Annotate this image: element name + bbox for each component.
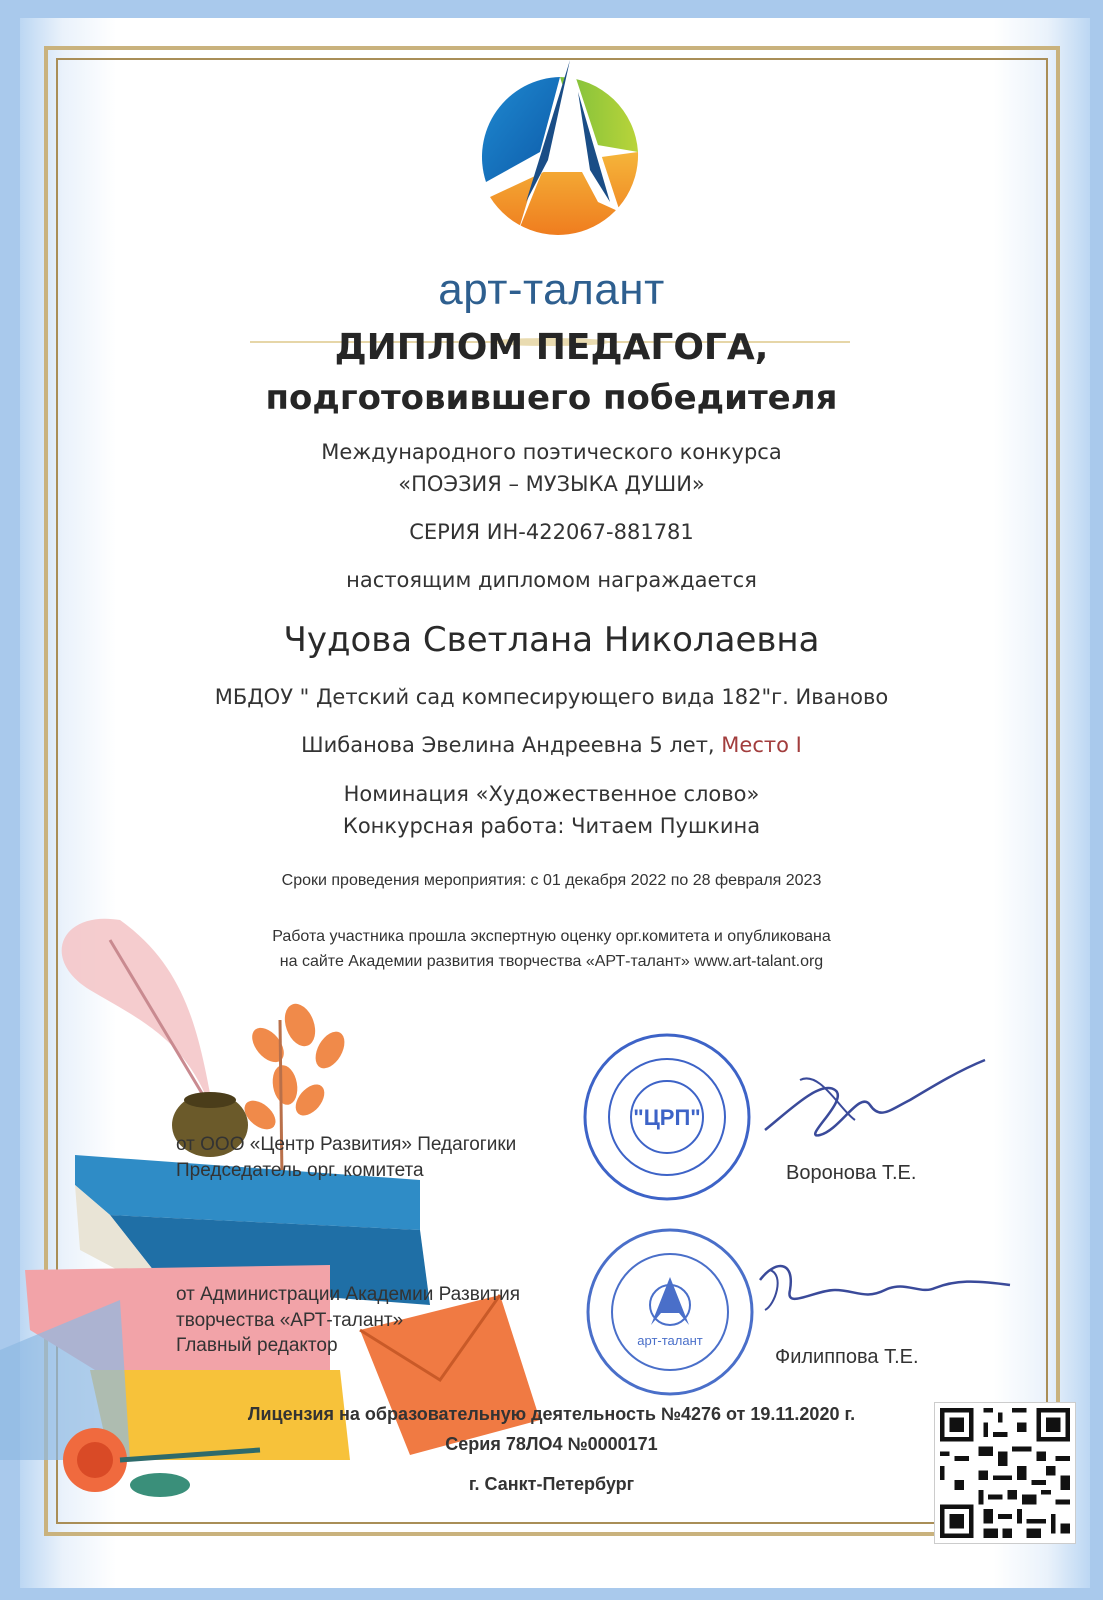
signer2-block [176,1282,520,1359]
license-series: Серия 78ЛО4 №0000171 [445,1434,658,1454]
series-number: СЕРИЯ ИН-422067-881781 [409,520,694,544]
awarded-text: настоящим дипломом награждается [346,568,757,592]
contest-name: «ПОЭЗИЯ – МУЗЫКА ДУШИ» [398,472,705,496]
person-name: Чудова Светлана Николаевна [283,620,820,660]
event-dates: Сроки проведения мероприятия: с 01 декабря 2022 по 28 февраля 2023 [281,872,822,889]
stamp-crp [580,1030,755,1205]
stamp-art-talant [583,1225,758,1400]
diploma-title: ДИПЛОМ ПЕДАГОГА, [334,327,769,368]
organization: МБДОУ " Детский сад компесирующего вида 182"г. Иваново [214,685,889,709]
signer1-block [176,1132,516,1183]
contest-work: Конкурсная работа: Читаем Пушкина [342,814,761,838]
place-badge: Место I [721,733,802,757]
student-name: Шибанова Эвелина Андреевна 5 лет, [301,733,715,757]
stamp-art-talant-label: арт-талант [637,1333,703,1348]
publication-site: на сайте Академии развития творчества «АРТ-талант» www.art-talant.org [279,953,824,970]
signature-filippova [755,1250,1015,1330]
city: г. Санкт-Петербург [468,1474,635,1494]
brand-name: арт-талант [438,265,665,314]
signer1-name: Воронова Т.Е. [786,1162,917,1184]
art-talant-logo-icon [470,52,650,262]
signer2-org-cont: творчества «АРТ-талант» [176,1309,404,1331]
publication-note: Работа участника прошла экспертную оценку орг.комитета и опубликована [272,928,831,945]
diploma-subtitle: подготовившего победителя [265,378,838,418]
contest-line: Международного поэтического конкурса [321,440,782,464]
signer1-role: Председатель орг. комитета [176,1159,424,1181]
signature-voronova [760,1050,990,1160]
signer2-role: Главный редактор [176,1335,338,1357]
student-line [0,733,1103,757]
stamp-crp-label: "ЦРП" [633,1105,701,1130]
signer1-org: от ООО «Центр Развития» Педагогики [176,1134,517,1155]
nomination: Номинация «Художественное слово» [343,782,760,806]
qr-code-icon[interactable] [934,1402,1076,1544]
signer2-name: Филиппова Т.Е. [775,1346,919,1368]
signer2-org: от Администрации Академии Развития [176,1284,521,1305]
license-line: Лицензия на образовательную деятельность №4276 от 19.11.2020 г. [247,1404,856,1424]
